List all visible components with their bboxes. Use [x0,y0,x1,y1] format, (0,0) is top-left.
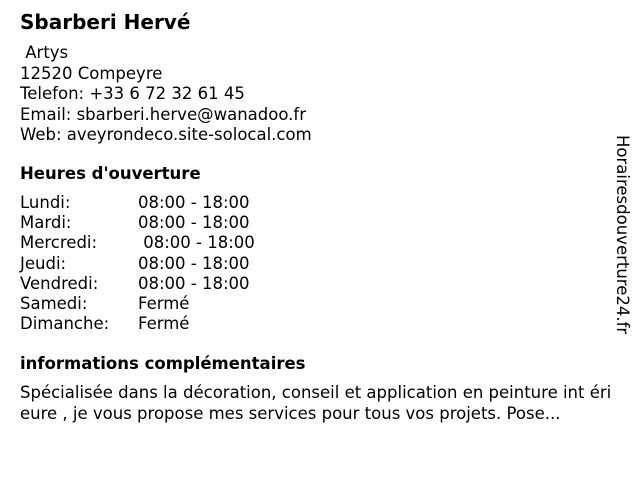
info-heading: informations complémentaires [20,354,306,373]
day-hours: Fermé [138,314,190,334]
contact-block [20,43,312,146]
day-hours: 08:00 - 18:00 [138,273,250,293]
day-label: Dimanche: [20,314,110,334]
web-line: Web: aveyrondeco.site-solocal.com [20,125,312,144]
site-watermark: Horairesdouverture24.fr [613,135,632,335]
day-label: Jeudi: [20,253,67,273]
business-name: Sbarberi Hervé [20,10,191,34]
company-name: Artys [20,43,69,62]
hours-row-tuesday [20,213,255,233]
hours-row-friday [20,274,255,294]
hours-row-monday [20,193,255,213]
phone-line: Telefon: +33 6 72 32 61 45 [20,84,245,103]
day-hours: 08:00 - 18:00 [138,193,250,212]
day-hours: 08:00 - 18:00 [138,233,255,253]
day-label: Mercredi: [20,233,98,253]
hours-row-thursday [20,254,255,274]
day-label: Vendredi: [20,273,99,293]
hours-table [20,193,255,334]
day-hours: Fermé [138,294,190,314]
day-label: Mardi: [20,213,72,233]
day-hours: 08:00 - 18:00 [138,213,250,233]
day-label: Lundi: [20,193,71,212]
address-line: 12520 Compeyre [20,63,163,83]
hours-row-sunday [20,314,255,334]
business-description: Spécialisée dans la décoration, conseil et application en peinture int érieure , je vous propose mes services pour tous vos projets. Pose... [20,383,612,423]
hours-row-wednesday [20,233,255,253]
day-hours: 08:00 - 18:00 [138,253,250,273]
hours-row-saturday [20,294,255,314]
email-line: Email: sbarberi.herve@wanadoo.fr [20,104,306,124]
day-label: Samedi: [20,294,88,314]
hours-heading: Heures d'ouverture [20,164,201,183]
